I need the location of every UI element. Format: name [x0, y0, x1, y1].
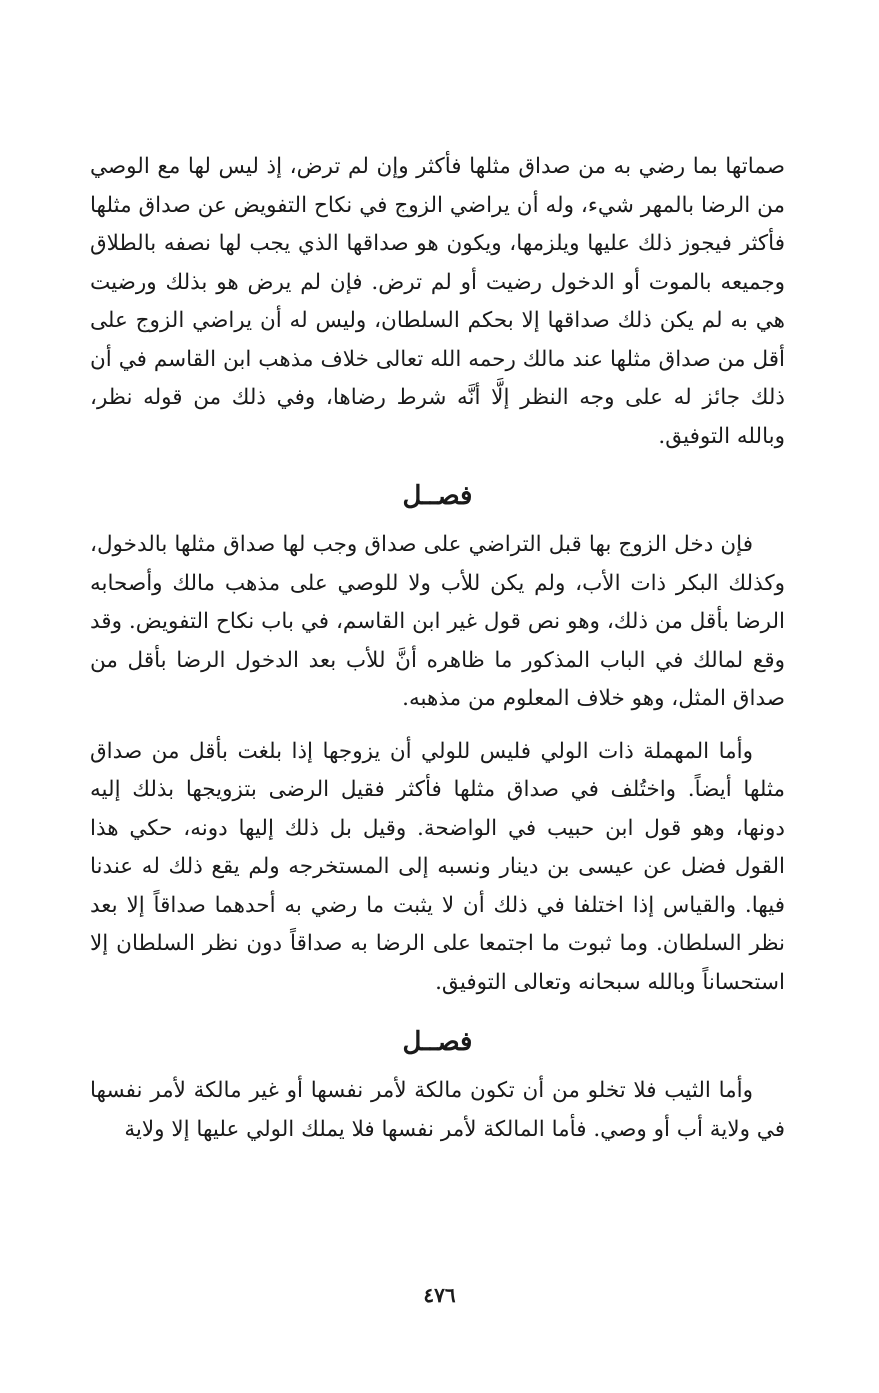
- paragraph-2: فإن دخل الزوج بها قبل التراضي على صداق وجب لها صداق مثلها بالدخول، وكذلك البكر ذات الأب، ولم يكن للأب ولا للوصي على مذهب مالك وأصحابه الرضا بأقل من ذلك، وهو نص قول غير ابن القاسم، في باب نكاح التفويض. وقد وقع لمالك في الباب المذكور ما ظاهره أنَّ للأب بعد الدخول الرضا بأقل من صداق المثل، وهو خلاف المعلوم من مذهبه.: [90, 532, 785, 711]
- paragraph-1: صماتها بما رضي به من صداق مثلها فأكثر وإن لم ترض، إذ ليس لها مع الوصي من الرضا بالمهر شيء، وله أن يراضي الزوج في نكاح التفويض عن صداق مثلها فأكثر فيجوز ذلك عليها ويلزمها، ويكون هو صداقها الذي يجب لها نصفه بالطلاق وجميعه بالموت أو الدخول رضيت أو لم ترض. فإن لم يرض هو بذلك ورضيت هي به لم يكن ذلك صداقها إلا بحكم السلطان، وليس له أن يراضي الزوج على أقل من صداق مثلها عند مالك رحمه الله تعالى خلاف مذهب ابن القاسم في أن ذلك جائز له على وجه النظر إلَّا أنَّه شرط رضاها، وفي ذلك من قوله نظر، وبالله التوفيق.: [90, 154, 785, 449]
- paragraph-4: وأما الثيب فلا تخلو من أن تكون مالكة لأمر نفسها أو غير مالكة لأمر نفسها في ولاية أب أو وصي. فأما المالكة لأمر نفسها فلا يملك الولي عليها إلا ولاية: [90, 1078, 785, 1142]
- paragraph-gap: [90, 719, 785, 733]
- section-heading-2: فصــل: [402, 1027, 473, 1057]
- section-heading-1: فصــل: [402, 481, 473, 511]
- page-number: ٤٧٦: [423, 1283, 456, 1307]
- page-body: [90, 148, 785, 1149]
- paragraph-3: وأما المهملة ذات الولي فليس للولي أن يزوجها إذا بلغت بأقل من صداق مثلها أيضاً. واختُلف في صداق مثلها فأكثر فقيل الرضى بتزويجها بذلك إليه دونها، وهو قول ابن حبيب في الواضحة. وقيل بل ذلك إليها دونه، حكي هذا القول فضل عن عيسى بن دينار ونسبه إلى المستخرجه ولم يقع ذلك له عندنا فيها. والقياس إذا اختلفا في ذلك أن لا يثبت ما رضي به أحدهما صداقاً إلا بعد نظر السلطان. وما ثبوت ما اجتمعا على الرضا به صداقاً دون نظر السلطان إلا استحساناً وبالله سبحانه وتعالى التوفيق.: [90, 738, 785, 995]
